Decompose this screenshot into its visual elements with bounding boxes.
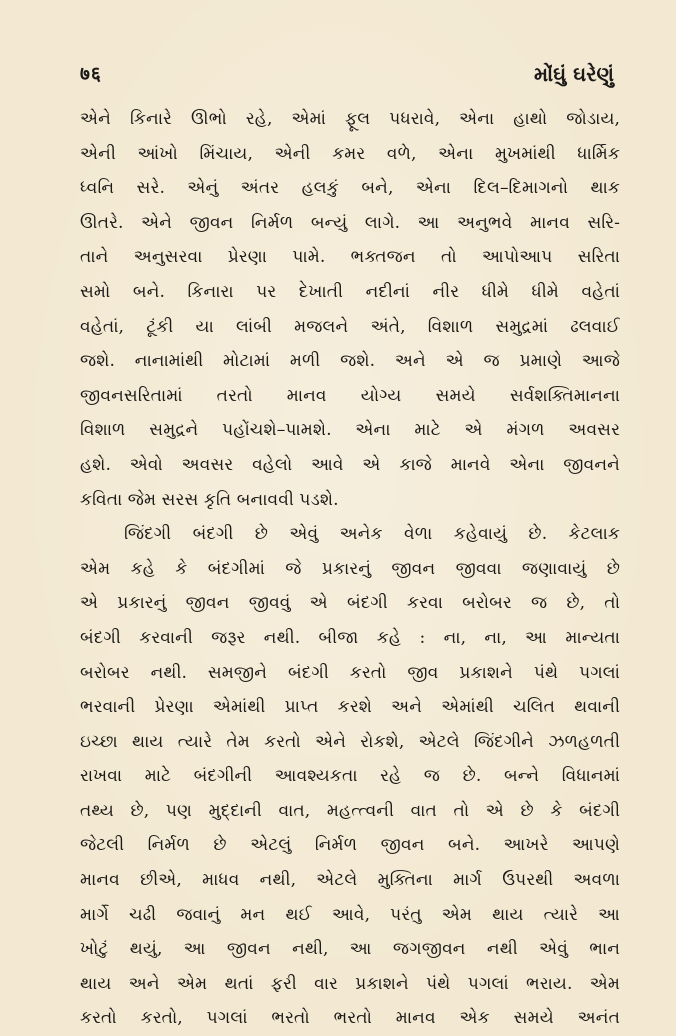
text-line: એમ કહે કે બંદગીમાં જે પ્રકારનું જીવન જીવવા જણાવાયું છે	[80, 558, 620, 579]
text-line: બરોબર નથી. સમજીને બંદગી કરતો જીવ પ્રકાશને પંથે પગલાં	[80, 662, 620, 683]
text-line: તથ્ય છે, પણ મુદ્દાની વાત, મહત્ત્વની વાત તો એ છે કે બંદગી	[80, 800, 620, 821]
text-line: માનવ છીએ, માધવ નથી, એટલે મુક્તિના માર્ગ ઉપરથી અવળા	[80, 870, 620, 891]
text-line: માર્ગે ચઢી જવાનું મન થઈ આવે, પરંતુ એમ થાય ત્યારે આ	[80, 904, 620, 925]
text-line: ઊતરે. એને જીવન નિર્મળ બન્યું લાગે. આ અનુભવે માનવ સરિ-	[80, 212, 620, 233]
running-title: મોંઘું ઘરેણું	[534, 62, 614, 86]
text-line: ભરવાની પ્રેરણા એમાંથી પ્રાપ્ત કરશે અને એમાંથી ચલિત થવાની	[80, 697, 620, 718]
text-line: બંદગી કરવાની જરૂર નથી. બીજા કહે : ના, ના, આ માન્યતા	[80, 627, 620, 648]
text-line: વહેતાં, ટૂંકી યા લાંબી મજલને અંતે, વિશાળ સમુદ્રમાં ઢલવાઈ	[80, 316, 620, 337]
text-line: જિંદગી બંદગી છે એવું અનેક વેળા કહેવાયું છે. કેટલાક	[124, 524, 620, 545]
text-line: વિશાળ સમુદ્રને પહોંચશે–પામશે. એના માટે એ મંગળ અવસર	[80, 420, 620, 441]
body-text	[80, 102, 620, 1036]
page-header	[80, 52, 614, 86]
text-line: એની આંખો મિંચાય, એની કમર વળે, એના મુખમાંથી ધાર્મિક	[80, 143, 620, 164]
text-line: ધ્વનિ સરે. એનું અંતર હલકું બને, એના દિલ–દિમાગનો થાક	[80, 178, 620, 199]
text-line: હશે. એવો અવસર વહેલો આવે એ કાજે માનવે એના જીવનને	[80, 454, 620, 475]
page-number: ७६	[80, 63, 102, 85]
paragraph-2	[80, 517, 620, 1036]
text-line: ઇચ્છા થાય ત્યારે તેમ કરતો એને રોકશે, એટલે જિંદગીને ઝળહળતી	[80, 731, 620, 752]
text-line: થાય અને એમ થતાં ફરી વાર પ્રકાશને પંથે પગલાં ભરાય. એમ	[80, 973, 620, 994]
text-line: એ પ્રકારનું જીવન જીવવું એ બંદગી કરવા બરોબર જ છે, તો	[80, 593, 620, 614]
text-line: જશે. નાનામાંથી મોટામાં મળી જશે. અને એ જ પ્રમાણે આજે	[80, 351, 620, 372]
text-line: સમો બને. કિનારા પર દેખાતી નદીનાં નીર ધીમે ધીમે વહેતાં	[80, 281, 620, 302]
paragraph-1	[80, 102, 620, 517]
text-line: જીવનસરિતામાં તરતો માનવ યોગ્ય સમયે સર્વશક્તિમાનના	[80, 385, 620, 406]
text-line: તાને અનુસરવા પ્રેરણા પામે. ભક્તજન તો આપોઆપ સરિતા	[80, 247, 620, 268]
text-line: જેટલી નિર્મળ છે એટલું નિર્મળ જીવન બને. આખરે આપણે	[80, 835, 620, 856]
text-line: કવિતા જેમ સરસ કૃતિ બનાવવી પડશે.	[80, 489, 339, 510]
text-line: ખોટું થયું, આ જીવન નથી, આ જગજીવન નથી એવું ભાન	[80, 939, 620, 960]
text-line: રાખવા માટે બંદગીની આવશ્યકતા રહે જ છે. બન્ને વિધાનમાં	[80, 766, 620, 787]
text-line: કરતો કરતો, પગલાં ભરતો ભરતો માનવ એક સમયે અનંત	[80, 1008, 620, 1029]
text-line: એને કિનારે ઊભો રહે, એમાં ફૂલ પધરાવે, એના હાથો જોડાય,	[80, 109, 620, 129]
